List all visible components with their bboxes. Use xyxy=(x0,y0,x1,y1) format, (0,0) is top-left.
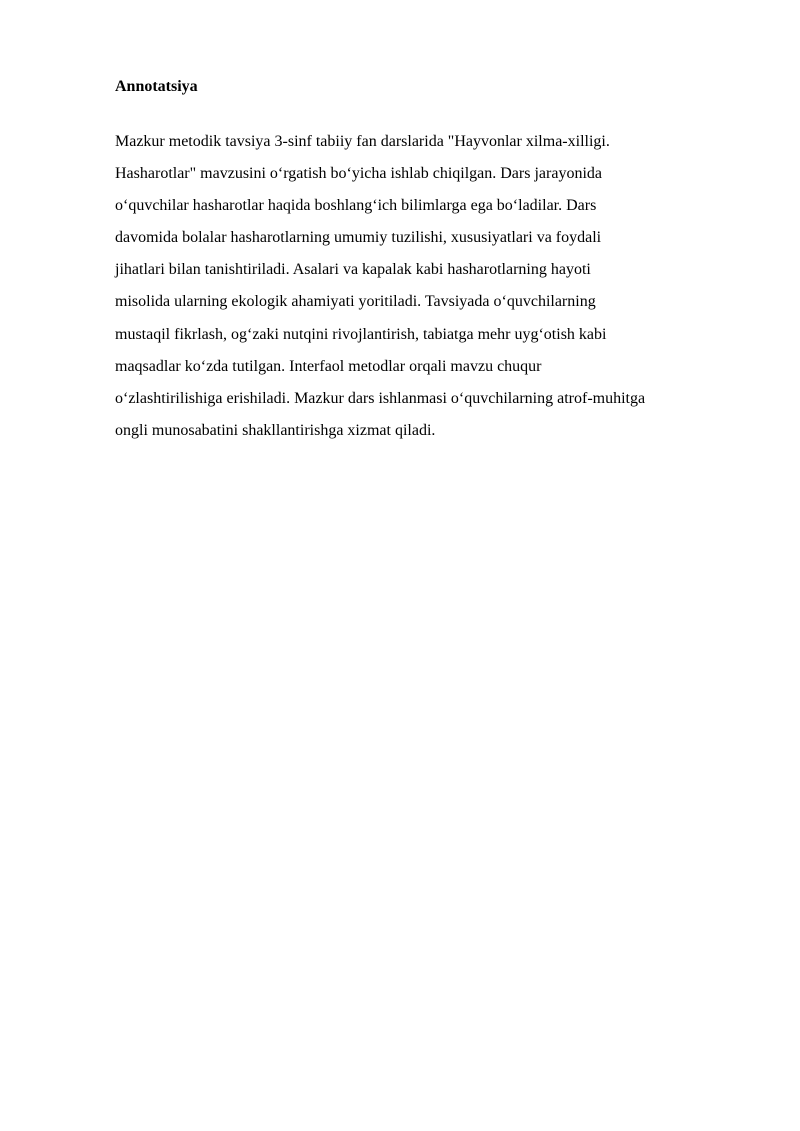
paragraph-line: o‘zlashtirilishiga erishiladi. Mazkur dars ishlanmasi o‘quvchilarning atrof-muhitga xyxy=(115,389,646,407)
page-title: Annotatsiya xyxy=(115,78,198,95)
paragraph-line: mustaqil fikrlash, og‘zaki nutqini rivojlantirish, tabiatga mehr uyg‘otish kabi xyxy=(115,325,607,343)
paragraph-line: jihatlari bilan tanishtiriladi. Asalari va kapalak kabi hasharotlarning hayoti xyxy=(115,261,591,279)
paragraph-line: davomida bolalar hasharotlarning umumiy tuzilishi, xususiyatlari va foydali xyxy=(115,229,602,247)
paragraph-line: misolida ularning ekologik ahamiyati yoritiladi. Tavsiyada o‘quvchilarning xyxy=(115,293,596,311)
annotation-paragraph xyxy=(115,126,745,447)
paragraph-line: Hasharotlar" mavzusini o‘rgatish bo‘yicha ishlab chiqilgan. Dars jarayonida xyxy=(115,165,602,183)
paragraph-line: ongli munosabatini shakllantirishga xizmat qiladi. xyxy=(115,421,436,439)
paragraph-line: Mazkur metodik tavsiya 3-sinf tabiiy fan darslarida "Hayvonlar xilma-xilligi. xyxy=(115,133,610,150)
paragraph-line: o‘quvchilar hasharotlar haqida boshlang‘ich bilimlarga ega bo‘ladilar. Dars xyxy=(115,197,597,215)
paragraph-line: maqsadlar ko‘zda tutilgan. Interfaol metodlar orqali mavzu chuqur xyxy=(115,357,542,375)
